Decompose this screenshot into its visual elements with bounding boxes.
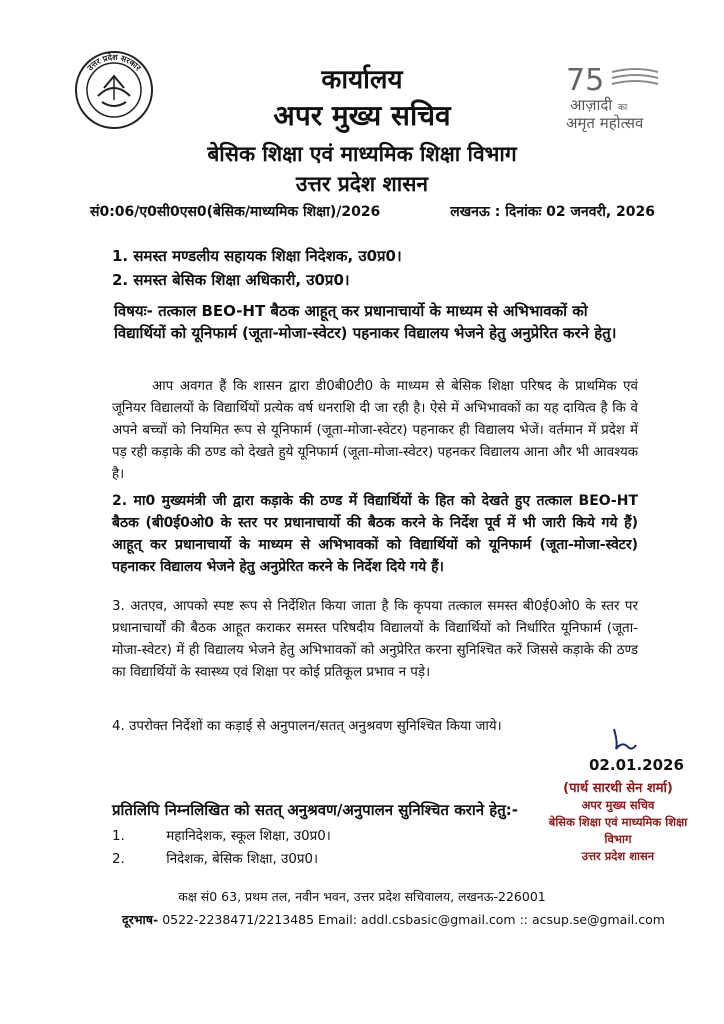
department-name: बेसिक शिक्षा एवं माध्यमिक शिक्षा विभाग [207, 142, 517, 166]
office-label: कार्यालय [321, 65, 403, 95]
seal-text: उत्तर प्रदेश सरकार [85, 52, 143, 73]
copy-to-title: प्रतिलिपि निम्नलिखित को सतत् अनुश्रवण/अनुपालन सुनिश्चित कराने हेतु:- [112, 801, 519, 819]
copy-item-number: 1. [112, 829, 125, 844]
paragraph-1: आप अवगत हैं कि शासन द्वारा डी0बी0टी0 के माध्यम से बेसिक शिक्षा परिषद के प्राथमिक एवं जूनियर विद्यालयों के विद्यार्थियों प्रत्येक वर्ष धनराशि दी जा रही है। ऐसे में अभिभावकों का यह दायित्व है कि वे अपने बच्चों को नियमित रूप से यूनिफार्म (जूता-मोजा-स्वेटर) पहनाकर ही विद्यालय भेजें। वर्तमान में प्रदेश में पड़ रही कड़ाके की ठण्ड को देखते हुये यूनिफार्म (जूता-मोजा-स्वेटर) पहनकर विद्यालय आना और भी आवश्यक है। [112, 379, 638, 482]
subject [114, 300, 626, 344]
phone-label: दूरभाष- [122, 912, 159, 927]
addressee-1: 1. समस्त मण्डलीय सहायक शिक्षा निदेशक, उ0प्र0। [112, 247, 402, 265]
logo-line1b: का [618, 103, 628, 113]
copy-item-text: महानिदेशक, स्कूल शिक्षा, उ0प्र0। [166, 829, 331, 844]
signatory-department: बेसिक शिक्षा एवं माध्यमिक शिक्षा विभाग [548, 815, 688, 846]
place-date: लखनऊ : दिनांकः 02 जनवरी, 2026 [450, 204, 655, 220]
signatory-designation: अपर मुख्य सचिव [581, 798, 655, 812]
phone-number: 0522-2238471/2213485 [162, 912, 315, 927]
signature-date: 02.01.2026 [589, 756, 684, 774]
logo-number: 75 [566, 63, 605, 98]
copy-item [112, 849, 318, 867]
paragraph-2: 2. मा0 मुख्यमंत्री जी द्वारा कड़ाके की ठण्ड में विद्यार्थियों के हित को देखते हुए तत्काल BEO-HT बैठक (बी0ई0ओ0 के स्तर पर प्रधानाचार्यो की बैठक करने के निर्देश पूर्व में भी जारी किये गये हैं) आहूत् कर प्रधानाचार्यो के माध्यम से अभिभावकों को विद्यार्थियों को यूनिफार्म (जूता-मोजा-स्वेटर) पहनाकर विद्यालय भेजने हेतु अनुप्रेरित करने के निर्देश दिये गये हैं। [112, 493, 638, 575]
signature-block [543, 780, 693, 865]
signature-mark [608, 727, 638, 755]
government-name: उत्तर प्रदेश शासन [295, 172, 429, 196]
paragraph-3: 3. अतएव, आपको स्पष्ट रूप से निर्देशित किया जाता है कि कृपया तत्काल समस्त बी0ई0ओ0 के स्तर पर प्रधानाचार्यों की बैठक आहूत कराकर समस्त परिषदीय विद्यालयों के विद्यार्थियों को निर्धारित यूनिफार्म (जूता-मोजा-स्वेटर) में ही विद्यालय भेजने हेतु अभिभावकों को अनुप्रेरित करना सुनिश्चित करें जिससे कड़ाके की ठण्ड का विद्यार्थियों के स्वास्थ्य एवं शिक्षा पर कोई प्रतिकूल प्रभाव न पड़े। [112, 599, 638, 680]
logo-line1: आज़ादी [570, 96, 613, 114]
signatory-government: उत्तर प्रदेश शासन [581, 849, 655, 863]
officer-title: अपर मुख्य सचिव [273, 99, 451, 132]
addressee-2: 2. समस्त बेसिक शिक्षा अधिकारी, उ0प्र0। [112, 271, 350, 289]
email: Email: addl.csbasic@gmail.com :: acsup.se@gmail.com [318, 912, 665, 927]
logo-line2: अमृत महोत्सव [566, 114, 644, 132]
copy-item [112, 826, 331, 844]
copy-item-number: 2. [112, 852, 125, 867]
reference-line [90, 202, 655, 221]
footer-address: कक्ष सं0 63, प्रथम तल, नवीन भवन, उत्तर प्रदेश सचिवालय, लखनऊ-226001 [178, 889, 546, 904]
copy-item-text: निदेशक, बेसिक शिक्षा, उ0प्र0। [166, 852, 319, 867]
signatory-name: (पार्थ सारथी सेन शर्मा) [563, 781, 673, 796]
azadi-ka-amrit-mahotsav-logo [566, 62, 686, 132]
subject-text: तत्काल BEO-HT बैठक आहूत् कर प्रधानाचार्यो के माध्यम से अभिभावकों को विद्यार्थियों को यूनिफार्म (जूता-मोजा-स्वेटर) पहनाकर विद्यालय भेजने हेतु अनुप्रेरित करने हेतु। [114, 302, 617, 342]
subject-label: विषयः- [114, 302, 153, 320]
footer-contact [122, 911, 665, 928]
paragraph-4: 4. उपरोक्त निर्देशों का कड़ाई से अनुपालन/सतत् अनुश्रवण सुनिश्चित किया जाये। [112, 719, 502, 734]
reference-number: सं0:06/ए0सी0एस0(बेसिक/माध्यमिक शिक्षा)/2026 [90, 204, 381, 220]
